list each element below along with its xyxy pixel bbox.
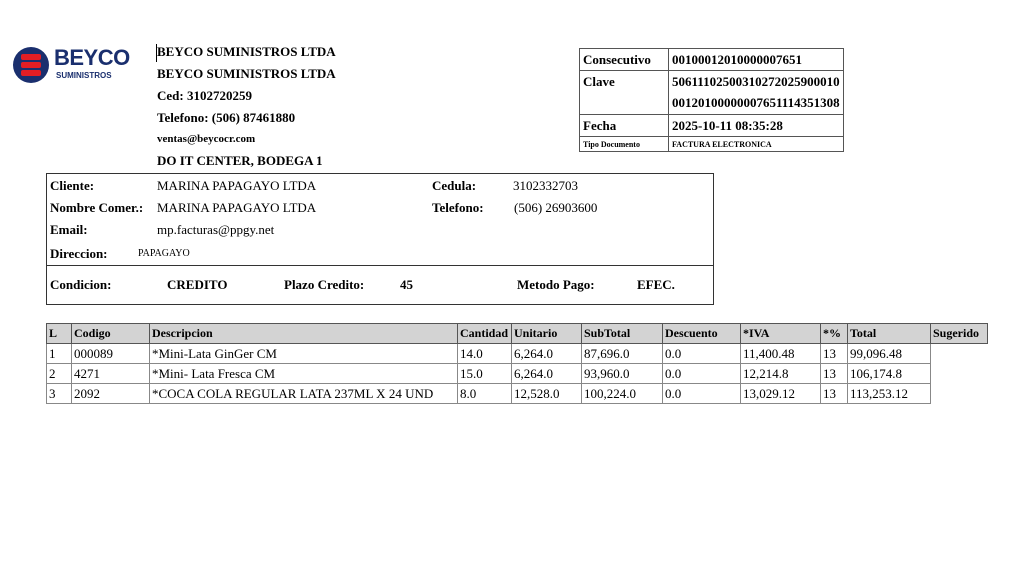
table-row	[47, 384, 988, 404]
client-telefono-value: (506) 26903600	[514, 200, 598, 215]
company-name: BEYCO SUMINISTROS LTDA	[157, 44, 336, 59]
cell-descuento: 0.0	[663, 384, 741, 404]
cell-total: 99,096.48	[848, 344, 931, 364]
cell-descripcion: *COCA COLA REGULAR LATA 237ML X 24 UND	[150, 384, 458, 404]
company-legal-name: BEYCO SUMINISTROS LTDA	[157, 66, 336, 81]
cell-line: 2	[47, 364, 72, 384]
cedula-label: Cedula:	[432, 178, 477, 193]
direccion-label: Direccion:	[50, 246, 108, 261]
col-header-iva-pct: *%	[821, 324, 848, 344]
client-info-box	[46, 173, 714, 305]
cell-sugerido	[931, 384, 988, 404]
metodo-pago-label: Metodo Pago:	[517, 277, 595, 292]
clave-label: Clave	[580, 71, 669, 115]
client-box-divider	[47, 265, 713, 266]
company-ced: Ced: 3102720259	[157, 88, 252, 103]
cell-unitario: 6,264.0	[512, 344, 582, 364]
col-header-descuento: Descuento	[663, 324, 741, 344]
cell-subtotal: 87,696.0	[582, 344, 663, 364]
cell-iva: 11,400.48	[741, 344, 821, 364]
client-telefono-label: Telefono:	[432, 200, 484, 215]
clave-value-line1: 50611102500310272025900010	[669, 71, 844, 93]
cell-total: 106,174.8	[848, 364, 931, 384]
table-row	[47, 364, 988, 384]
plazo-credito-label: Plazo Credito:	[284, 277, 365, 292]
cell-unitario: 12,528.0	[512, 384, 582, 404]
cell-sugerido	[931, 344, 988, 364]
consecutivo-label: Consecutivo	[580, 49, 669, 71]
document-info-table	[579, 48, 844, 152]
cell-iva: 12,214.8	[741, 364, 821, 384]
cell-unitario: 6,264.0	[512, 364, 582, 384]
cell-cantidad: 15.0	[458, 364, 512, 384]
beyco-logo	[12, 44, 132, 86]
tipo-documento-label: Tipo Documento	[580, 137, 669, 152]
cell-iva: 13,029.12	[741, 384, 821, 404]
tipo-documento-value: FACTURA ELECTRONICA	[669, 137, 844, 152]
cliente-value: MARINA PAPAGAYO LTDA	[157, 178, 317, 193]
beyco-logo-mark-icon	[13, 47, 49, 83]
fecha-value: 2025-10-11 08:35:28	[669, 115, 844, 137]
metodo-pago-value: EFEC.	[637, 277, 675, 292]
col-header-cantidad: Cantidad	[458, 324, 512, 344]
col-header-total: Total	[848, 324, 931, 344]
logo-tagline: SUMINISTROS	[56, 71, 112, 80]
plazo-credito-value: 45	[400, 277, 413, 292]
col-header-codigo: Codigo	[72, 324, 150, 344]
client-email-value: mp.facturas@ppgy.net	[157, 222, 275, 237]
nombre-comercial-value: MARINA PAPAGAYO LTDA	[157, 200, 317, 215]
client-email-label: Email:	[50, 222, 88, 237]
cell-cantidad: 8.0	[458, 384, 512, 404]
condicion-value: CREDITO	[167, 277, 228, 292]
consecutivo-value: 00100012010000007651	[669, 49, 844, 71]
cell-descuento: 0.0	[663, 364, 741, 384]
fecha-label: Fecha	[580, 115, 669, 137]
cell-iva-pct: 13	[821, 344, 848, 364]
col-header-iva: *IVA	[741, 324, 821, 344]
items-header-row	[47, 324, 988, 344]
cell-descripcion: *Mini-Lata GinGer CM	[150, 344, 458, 364]
cliente-label: Cliente:	[50, 178, 95, 193]
company-address: DO IT CENTER, BODEGA 1	[157, 153, 323, 168]
cell-line: 1	[47, 344, 72, 364]
cell-codigo: 000089	[72, 344, 150, 364]
logo-wordmark: BEYCO	[54, 45, 130, 70]
table-row	[47, 344, 988, 364]
cell-subtotal: 93,960.0	[582, 364, 663, 384]
company-email: ventas@beycocr.com	[157, 133, 256, 145]
col-header-unitario: Unitario	[512, 324, 582, 344]
company-telefono: Telefono: (506) 87461880	[157, 110, 296, 125]
direccion-value: PAPAGAYO	[138, 248, 190, 259]
col-header-subtotal: SubTotal	[582, 324, 663, 344]
cell-codigo: 2092	[72, 384, 150, 404]
cell-codigo: 4271	[72, 364, 150, 384]
cell-sugerido	[931, 364, 988, 384]
line-items-table	[46, 323, 988, 404]
condicion-label: Condicion:	[50, 277, 112, 292]
cell-line: 3	[47, 384, 72, 404]
cell-iva-pct: 13	[821, 364, 848, 384]
cedula-value: 3102332703	[513, 178, 578, 193]
cell-total: 113,253.12	[848, 384, 931, 404]
cell-descuento: 0.0	[663, 344, 741, 364]
col-header-l: L	[47, 324, 72, 344]
cell-subtotal: 100,224.0	[582, 384, 663, 404]
clave-value-line2: 00120100000007651114351308	[669, 93, 844, 115]
cell-descripcion: *Mini- Lata Fresca CM	[150, 364, 458, 384]
cell-cantidad: 14.0	[458, 344, 512, 364]
cell-iva-pct: 13	[821, 384, 848, 404]
col-header-descripcion: Descripcion	[150, 324, 458, 344]
col-header-sugerido: Sugerido	[931, 324, 988, 344]
nombre-comercial-label: Nombre Comer.:	[50, 200, 144, 215]
